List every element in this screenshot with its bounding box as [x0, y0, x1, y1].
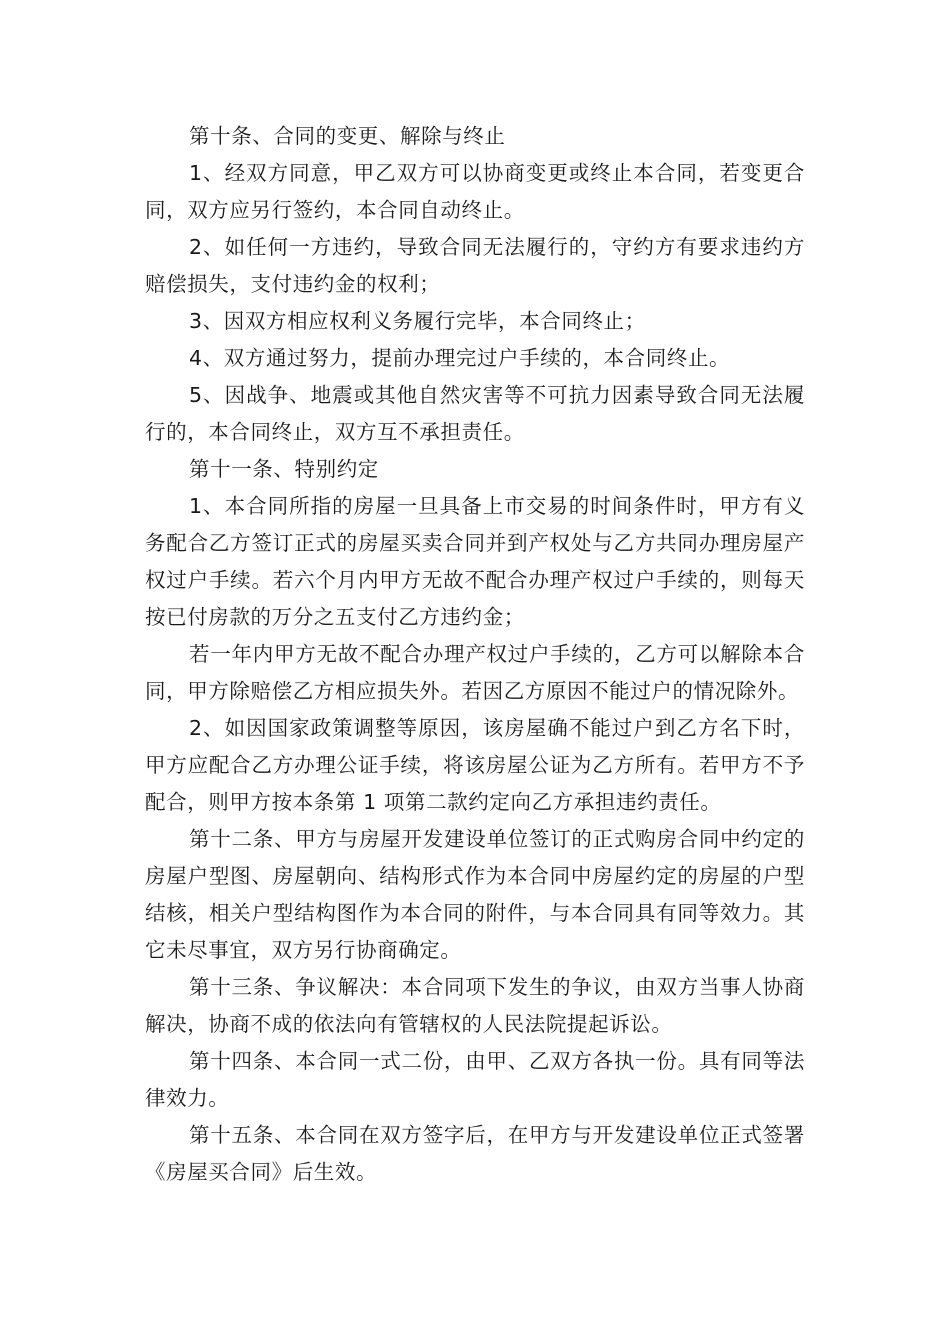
- paragraph-10-2: 2、如任何一方违约，导致合同无法履行的，守约方有要求违约方赔偿损失，支付违约金的权利；: [145, 235, 805, 296]
- paragraph-11-1: 1、本合同所指的房屋一旦具备上市交易的时间条件时，甲方有义务配合乙方签订正式的房屋买卖合同并到产权处与乙方共同办理房屋产权过户手续。若六个月内甲方无故不配合办理产权过户手续的，则每天按已付房款的万分之五支付乙方违约金；: [145, 494, 805, 629]
- paragraph-article-11-title: 第十一条、特别约定: [189, 457, 379, 481]
- paragraph-10-4: 4、双方通过努力，提前办理完过户手续的，本合同终止。: [189, 346, 731, 370]
- paragraph-10-5: 5、因战争、地震或其他自然灾害等不可抗力因素导致合同无法履行的，本合同终止，双方互不承担责任。: [145, 383, 805, 444]
- paragraph-11-2: 2、如因国家政策调整等原因，该房屋确不能过户到乙方名下时，甲方应配合乙方办理公证手续，将该房屋公证为乙方所有。若甲方不予配合，则甲方按本条第 1 项第二款约定向乙方承担违约责任。: [145, 716, 805, 814]
- paragraph-10-1: 1、经双方同意，甲乙双方可以协商变更或终止本合同，若变更合同，双方应另行签约，本合同自动终止。: [145, 161, 805, 222]
- paragraph-article-15: 第十五条、本合同在双方签字后，在甲方与开发建设单位正式签署《房屋买合同》后生效。: [145, 1123, 805, 1184]
- paragraph-10-3: 3、因双方相应权利义务履行完毕，本合同终止；: [189, 309, 646, 333]
- paragraph-article-12: 第十二条、甲方与房屋开发建设单位签订的正式购房合同中约定的房屋户型图、房屋朝向、结构形式作为本合同中房屋约定的房屋的户型结核，相关户型结构图作为本合同的附件，与本合同具有同等效力。其它未尽事宜，双方另行协商确定。: [145, 827, 805, 962]
- paragraph-article-13: 第十三条、争议解决：本合同项下发生的争议，由双方当事人协商解决，协商不成的依法向有管辖权的人民法院提起诉讼。: [145, 975, 805, 1036]
- paragraph-11-1-second-clause: 若一年内甲方无故不配合办理产权过户手续的，乙方可以解除本合同，甲方除赔偿乙方相应损失外。若因乙方原因不能过户的情况除外。: [145, 642, 805, 703]
- paragraph-article-14: 第十四条、本合同一式二份，由甲、乙双方各执一份。具有同等法律效力。: [145, 1049, 805, 1110]
- paragraph-article-10-title: 第十条、合同的变更、解除与终止: [189, 124, 506, 148]
- document-body: [145, 118, 805, 1191]
